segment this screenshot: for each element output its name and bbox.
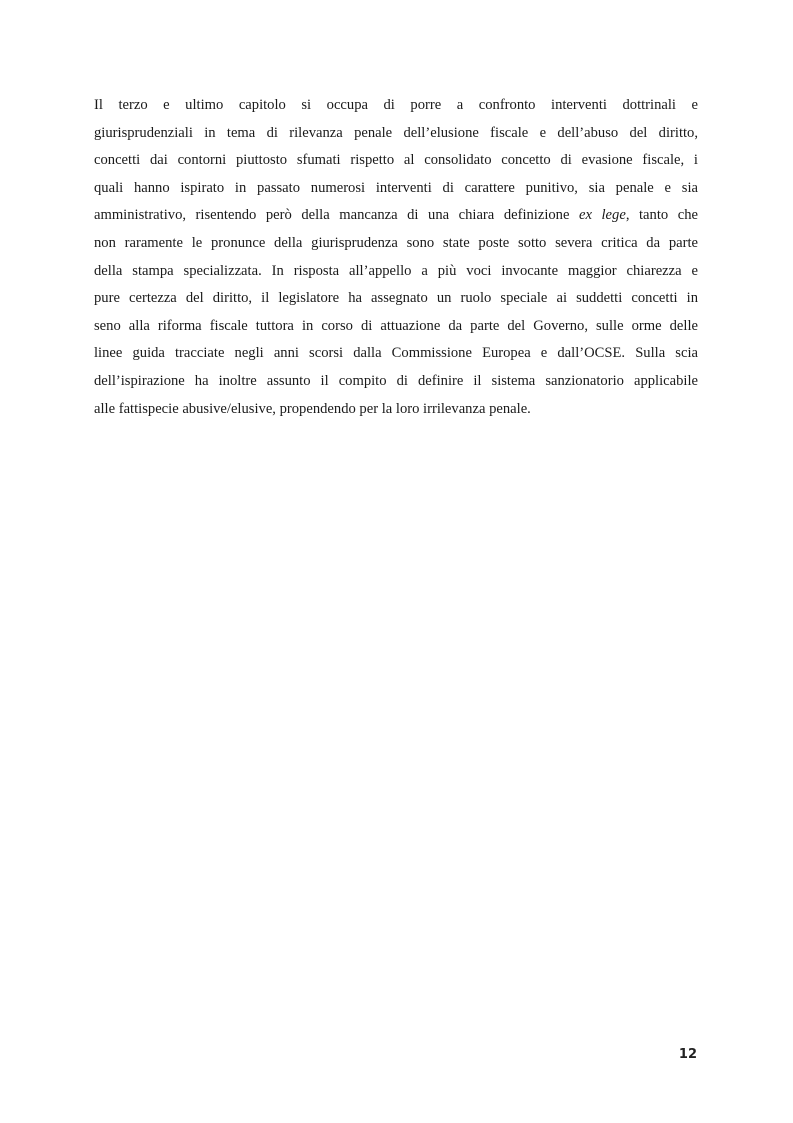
paragraph-line-5 [94, 202, 698, 230]
page-number: 12 [678, 1047, 697, 1062]
line-5-text-after: , tanto che [625, 207, 698, 224]
italic-term-ex-lege: ex lege [579, 207, 626, 224]
paragraph-line-4: quali hanno ispirato in passato numerosi interventi di carattere punitivo, sia penale e sia [94, 179, 698, 196]
paragraph-line-8: pure certezza del diritto, il legislatore ha assegnato un ruolo speciale ai suddetti concetti in [94, 290, 698, 307]
line-5-text-before: amministrativo, risentendo però della mancanza di una chiara definizione [94, 207, 579, 224]
paragraph-line-7: della stampa specializzata. In risposta all’appello a più voci invocante maggior chiarezza e [94, 262, 698, 279]
paragraph-line-10: linee guida tracciate negli anni scorsi dalla Commissione Europea e dall’OCSE. Sulla scia [94, 345, 698, 362]
body-paragraph [94, 92, 698, 423]
paragraph-line-1: Il terzo e ultimo capitolo si occupa di porre a confronto interventi dottrinali e [94, 97, 698, 113]
paragraph-line-2: giurisprudenziali in tema di rilevanza penale dell’elusione fiscale e dell’abuso del diritto, [94, 124, 698, 141]
paragraph-line-3: concetti dai contorni piuttosto sfumati rispetto al consolidato concetto di evasione fiscale, i [94, 152, 698, 169]
paragraph-line-9: seno alla riforma fiscale tuttora in corso di attuazione da parte del Governo, sulle orme delle [94, 317, 698, 334]
paragraph-line-11: dell’ispirazione ha inoltre assunto il compito di definire il sistema sanzionatorio applicabile [94, 372, 698, 389]
paragraph-line-6: non raramente le pronunce della giurisprudenza sono state poste sotto severa critica da parte [94, 234, 698, 251]
paragraph-line-12: alle fattispecie abusive/elusive, propendendo per la loro irrilevanza penale. [94, 400, 531, 417]
